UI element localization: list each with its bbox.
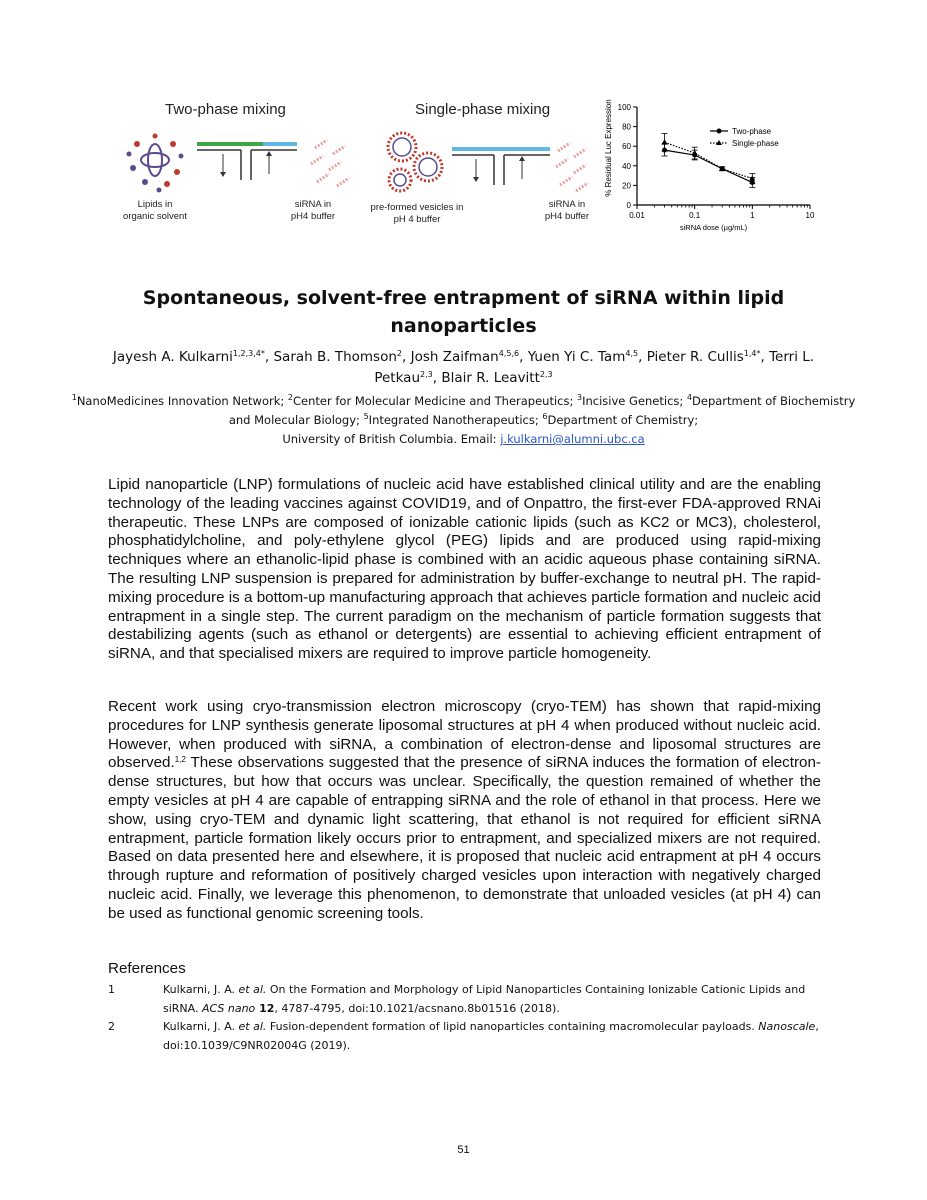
affiliation-name: Center for Molecular Medicine and Therapeutics — [293, 394, 570, 408]
affiliation — [72, 394, 281, 408]
reference-item — [108, 1017, 821, 1055]
reference-text — [163, 980, 823, 1018]
ref-journal: ACS nano — [201, 1002, 256, 1015]
single-phase-diagram — [370, 125, 595, 200]
affiliation — [542, 413, 694, 427]
university-line — [70, 430, 857, 449]
ref-title: On the Formation and Morphology of Lipid Nanoparticles Containing Ionizable Cationic Lipids and siRNA. — [163, 983, 806, 1015]
affiliation-name: Incisive Genetics — [582, 394, 680, 408]
author-affiliation: 2 — [396, 349, 402, 358]
author — [441, 370, 552, 386]
two-phase-left-label — [110, 199, 200, 223]
author-name: Blair R. Leavitt — [441, 370, 540, 386]
label-line: pre-formed vesicles in — [370, 202, 464, 213]
single-phase-title: Single-phase mixing — [415, 101, 551, 118]
affiliation — [364, 413, 535, 427]
legend-marker — [717, 129, 722, 134]
author-name: Josh Zaifman — [410, 349, 499, 365]
ref-title: Fusion-dependent formation of lipid nanoparticles containing macromolecular payloads. — [266, 1020, 759, 1033]
sirna-icon — [311, 140, 349, 186]
author — [647, 349, 761, 365]
two-phase-diagram — [115, 130, 355, 195]
author-affiliation: 4,5,6 — [498, 349, 520, 358]
affiliation — [288, 394, 570, 408]
data-point — [692, 150, 698, 155]
y-tick-label: 80 — [622, 122, 631, 132]
y-axis-label: % Residual Luc Expression — [604, 99, 613, 197]
affiliations — [70, 392, 857, 449]
lipid-cluster-icon — [127, 134, 184, 193]
author-name: Jayesh A. Kulkarni — [112, 349, 233, 365]
author-name: Pieter R. Cullis — [646, 349, 744, 365]
vesicle-icon — [388, 133, 442, 191]
label-line: organic solvent — [123, 211, 187, 222]
y-tick-label: 0 — [626, 201, 631, 210]
affiliation-name: Department of Chemistry — [547, 413, 695, 427]
t-mixer-icon — [452, 149, 550, 185]
y-tick-label: 60 — [622, 142, 631, 152]
reference-item — [108, 980, 821, 1018]
author — [528, 349, 638, 365]
affiliation-number: 2 — [287, 393, 294, 402]
single-phase-left-label — [362, 202, 472, 226]
author-affiliation: 2,3 — [420, 370, 433, 379]
dose-response-chart — [602, 95, 830, 240]
ref-authors: Kulkarni, J. A. — [163, 1020, 239, 1033]
label-line: siRNA in — [548, 199, 586, 210]
paragraph-2-text-b: These observations suggested that the presence of siRNA induces the formation of electron-dense structures, but how that occurs was unclear. Specifically, the question remained of whether the empty vesicles at pH 4 are capable of entrapping siRNA and the role of ethanol in that process. Here we show, using cryo-TEM and dynamic light scattering, that ethanol is not required for efficient siRNA entrapment, particle formation likely occurs prior to entrapment, and specialized mixers are not required. Based on data presented here and elsewhere, it is proposed that nucleic acid entrapment at pH 4 occurs through rupture and reformation of positively charged vesicles upon interaction with negatively charged nucleic acid. Finally, we leverage this phenomenon, to demonstrate that unloaded vesicles (at pH 4) can be used as functional genomic screening tools. — [108, 754, 821, 922]
page-number: 51 — [457, 1144, 470, 1156]
reference-number: 2 — [108, 1020, 115, 1033]
ref-journal: Nanoscale — [758, 1020, 816, 1033]
author — [113, 349, 265, 365]
ref-rest: , 4787-4795, doi:10.1021/acsnano.8b01516 (2018). — [274, 1002, 560, 1015]
y-tick-label: 100 — [617, 103, 631, 112]
paragraph-2 — [108, 698, 821, 924]
series-line-two-phase — [665, 150, 753, 182]
title-line: Spontaneous, solvent-free entrapment of siRNA within lipid — [142, 287, 785, 309]
legend-label: Single-phase — [732, 139, 779, 148]
reference-number: 1 — [108, 983, 115, 996]
author — [411, 349, 520, 365]
single-phase-right-label — [532, 199, 602, 223]
affiliation-number: 6 — [542, 412, 548, 421]
label-line: Lipids in — [137, 199, 173, 210]
two-phase-right-label — [278, 199, 348, 223]
citation-superscript: 1,2 — [174, 755, 186, 765]
affiliation-number: 1 — [71, 393, 77, 402]
references-heading: References — [108, 960, 186, 977]
y-tick-label: 20 — [622, 181, 631, 191]
author-name: Yuen Yi C. Tam — [527, 349, 626, 365]
author-list: Jayesh A. Kulkarni$^{1,2,3,4*}$, Sarah B. Thomson$^2$, Josh Zaifman$^{4,5,6}$, Yuen Yi C. Tam$^{4,5}$, Pieter R. Cullis$^{1,4*}$, Terri L. Petkau$^{2,3}$, Blair R. Leavitt$^{2,3}$ — [112, 349, 815, 386]
label-line: pH 4 buffer — [393, 214, 441, 225]
reference-text — [163, 1017, 823, 1055]
author-affiliation: 1,2,3,4* — [232, 349, 265, 358]
graphical-abstract — [100, 95, 830, 245]
ref-etal: et al. — [238, 983, 267, 996]
author-name: Terri L. Petkau — [374, 349, 815, 386]
author-affiliation: 4,5 — [625, 349, 639, 358]
y-tick-label: 40 — [622, 161, 631, 171]
paragraph-1: Lipid nanoparticle (LNP) formulations of nucleic acid have established clinical utility and are the enabling technology of the leading vaccines against COVID19, and of Onpattro, the first-ever FDA-approved RNAi therapeutic. These LNPs are composed of ionizable cationic lipids (such as KC2 or MC3), cholesterol, phosphatidylcholine, and poly-ethylene glycol (PEG) lipids and are produced using rapid-mixing techniques where an ethanolic-lipid phase is combined with an acidic aqueous phase containing siRNA. The resulting LNP suspension is prepared for administration by buffer-exchange to neutral pH. The rapid-mixing procedure is a bottom-up manufacturing approach that achieves particle formation and nucleic acid entrapment in a single step. The current paradigm on the mechanism of particle formation suggests that destabilizing agents (such as ethanol or detergents) are essential to achieving efficient entrapment of siRNA, and that specialised mixers are required to improve particle homogeneity. — [108, 476, 821, 663]
ref-etal: et al. — [238, 1020, 267, 1033]
affiliation-name: Department of Biochemistry and Molecular Biology — [228, 394, 856, 427]
ref-volume: 12 — [255, 1002, 275, 1015]
title-line: nanoparticles — [390, 315, 537, 337]
x-tick-label: 1 — [750, 211, 755, 220]
x-tick-label: 0.01 — [629, 211, 645, 220]
affiliation-number: 5 — [363, 412, 369, 421]
university-text: University of British Columbia. Email: — [282, 432, 501, 446]
author — [273, 349, 402, 365]
affiliation-number: 3 — [577, 393, 583, 402]
affiliation-number: 4 — [686, 393, 693, 402]
two-phase-title: Two-phase mixing — [165, 101, 286, 118]
paper-title — [60, 284, 867, 340]
label-line: siRNA in — [294, 199, 332, 210]
t-mixer-icon — [197, 144, 297, 180]
affiliation-name: NanoMedicines Innovation Network — [76, 394, 281, 408]
affiliation — [577, 394, 679, 408]
label-line: pH4 buffer — [290, 211, 336, 222]
author-name: Sarah B. Thomson — [273, 349, 397, 365]
author-affiliation: 2,3 — [539, 370, 553, 379]
affiliation-list: $^1$NanoMedicines Innovation Network; $^2$Center for Molecular Medicine and Therapeutics; $^3$Incisive Genetics; $^4$Department of Biochemistry and Molecular Biology; $^5$Integrated Nanotherapeutics; $^6$Department of Chemistry; — [71, 393, 856, 427]
data-point — [662, 139, 668, 144]
ref-authors: Kulkarni, J. A. — [163, 983, 239, 996]
sirna-icon — [556, 143, 588, 191]
ref-rest: , doi:10.1039/C9NR02004G (2019). — [163, 1020, 819, 1052]
x-axis-label: siRNA dose (µg/mL) — [679, 223, 748, 232]
x-tick-label: 0.1 — [689, 211, 701, 220]
affiliation-name: Integrated Nanotherapeutics — [368, 413, 535, 427]
email-link[interactable]: j.kulkarni@alumni.ubc.ca — [500, 432, 645, 446]
legend-label: Two-phase — [732, 127, 772, 136]
x-tick-label: 10 — [805, 211, 815, 220]
author-affiliation: 1,4* — [743, 349, 761, 358]
paragraph-2-text-a: Recent work using cryo-transmission electron microscopy (cryo-TEM) has shown that rapid-mixing procedures for LNP synthesis generate liposomal structures at pH 4 when produced without nucleic acid. However, when produced with siRNA, a combination of electron-dense and liposomal structures are observed. — [108, 698, 821, 772]
label-line: pH4 buffer — [544, 211, 590, 222]
